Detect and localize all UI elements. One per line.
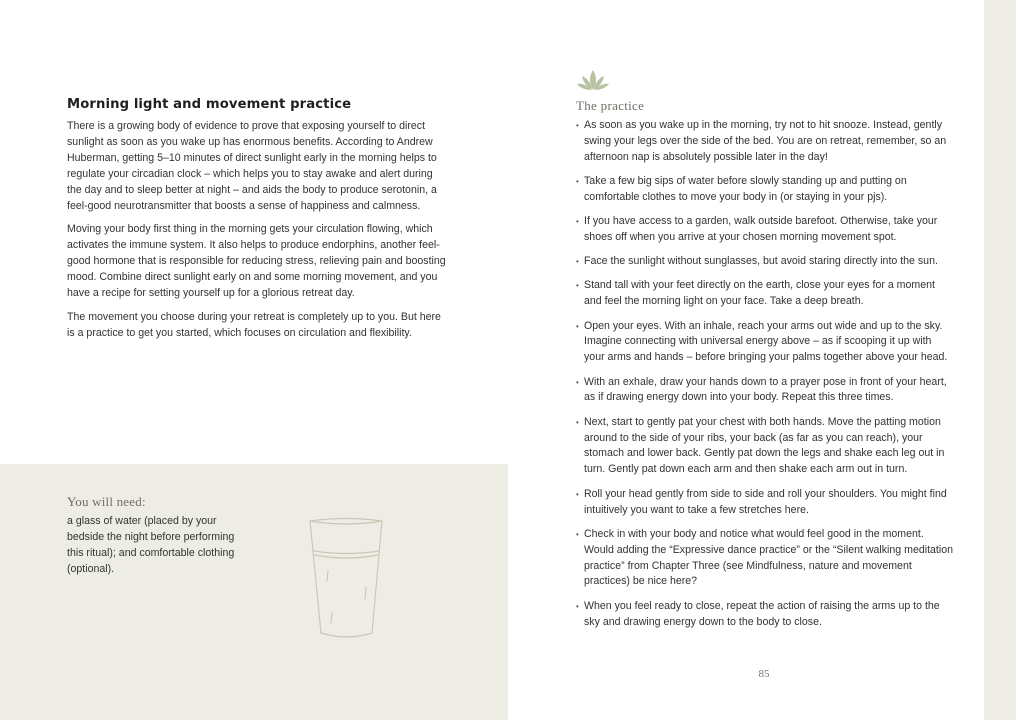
practice-step: • As soon as you wake up in the morning, try not to hit snooze. Instead, gently swing your legs over the side of the bed. You are on retreat, remember, so an afternoon nap is absolutely possible later in the day! (576, 118, 954, 166)
intro-paragraph: The movement you choose during your retreat is completely up to you. But here is a practice to get you started, which focuses on circulation and flexibility. (67, 310, 441, 339)
practice-step: • Take a few big sips of water before slowly standing up and putting on comfortable clothes to move your body in (or staying in your pjs). (576, 174, 954, 206)
practice-step: • Check in with your body and notice what would feel good in the moment. Would adding the “Expressive dance practice” or the “Silent walking meditation practice” from Chapter Three (see Mindfulness, nature and movement practices) be nice here? (576, 527, 954, 591)
you-will-need-title: You will need: (67, 494, 146, 509)
practice-step: • When you feel ready to close, repeat the action of raising the arms up to the sky and drawing energy down to the body to close. (576, 599, 954, 631)
page-number: 85 (758, 668, 770, 680)
practice-step: • If you have access to a garden, walk outside barefoot. Otherwise, take your shoes off when you arrive at your chosen morning movement spot. (576, 214, 954, 246)
practice-step: • Open your eyes. With an inhale, reach your arms out wide and up to the sky. Imagine connecting with universal energy above – as if scooping it up with your arms and hands – before bringing your palms together above your head. (576, 319, 954, 367)
practice-steps (576, 118, 954, 639)
intro-body (67, 119, 447, 350)
section-heading: Morning light and movement practice (67, 97, 352, 112)
practice-step: • Face the sunlight without sunglasses, but avoid staring directly into the sun. (576, 254, 954, 270)
page-edge (984, 0, 1016, 720)
practice-step: • With an exhale, draw your hands down to a prayer pose in front of your heart, as if drawing energy down into your body. Repeat this three times. (576, 375, 954, 407)
intro-paragraph: Moving your body first thing in the morning gets your circulation flowing, which activates the immune system. It also helps to produce endorphins, another feel-good hormone that is responsible for reducing stress, relieving pain and boosting mood. Combine direct sunlight early on and some morning movement, and you have a recipe for setting yourself up for a glorious retreat day. (67, 223, 446, 300)
practice-step: • Next, start to gently pat your chest with both hands. Move the patting motion around to the side of your ribs, your back (as far as you can reach), your stomach and lower back. Gently pat down the legs and shake each leg out in turn. Gently pat down each arm and then shake each arm out in turn. (576, 415, 954, 479)
practice-title: The practice (576, 98, 645, 113)
water-glass-illustration (304, 515, 388, 645)
you-will-need-text: a glass of water (placed by your bedside the night before performing this ritual); and comfortable clothing (optional). (67, 515, 235, 575)
practice-step: • Stand tall with your feet directly on the earth, close your eyes for a moment and feel the morning light on your face. Take a deep breath. (576, 278, 954, 310)
intro-paragraph: There is a growing body of evidence to prove that exposing yourself to direct sunlight as soon as you wake up has enormous benefits. According to Andrew Huberman, getting 5–10 minutes of direct sunlight early in the morning helps to regulate your circadian clock – which helps you to stay awake and alert during the day and to sleep better at night – and aids the body to produce serotonin, a feel-good neurotransmitter that boosts a sense of happiness and calmness. (67, 120, 437, 212)
practice-step: • Roll your head gently from side to side and roll your shoulders. You might find intuitively you want to take a few stretches here. (576, 487, 954, 519)
lotus-icon (576, 68, 610, 92)
